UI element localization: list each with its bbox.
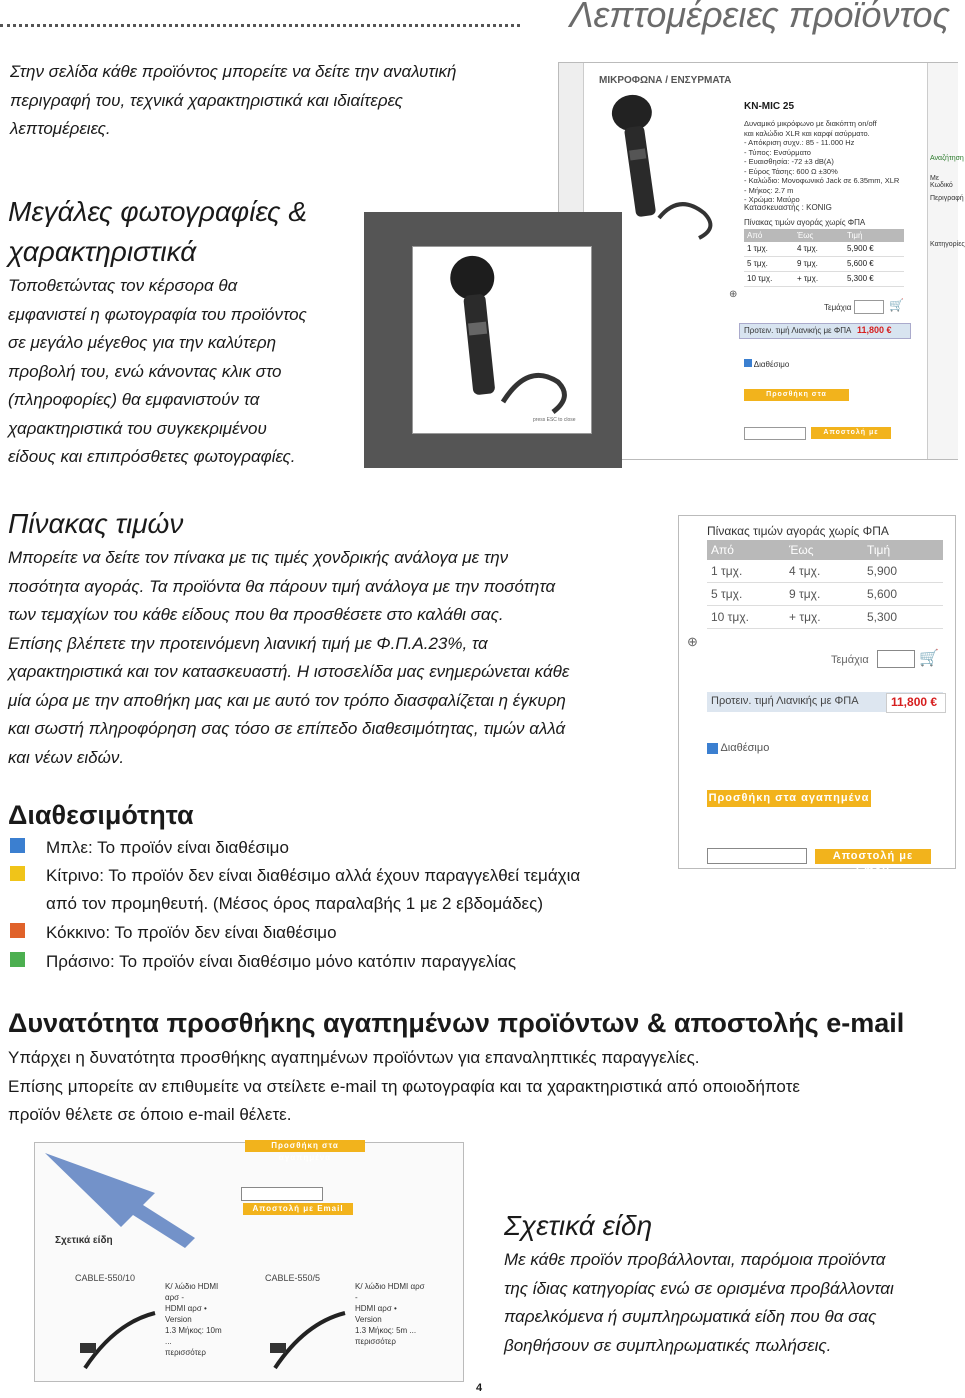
email-input[interactable] [707,848,807,864]
retail-value: 11,800 € [857,325,892,335]
prices-line: μία ώρα με την αποθήκη μας και με αυτό τον τρόπο διασφαλίζεται η έγκυρη [8,690,566,710]
favorites-text [8,1044,800,1130]
spec-line: - Καλώδιο: Μονοφωνικό Jack σε 6.35mm, XLR [744,176,900,185]
col-head: Από [711,543,734,557]
blue-cube-icon [10,838,25,853]
retail-value: 11,800 € [891,695,938,709]
zoom-popup [412,246,592,434]
category-title: ΜΙΚΡΟΦΩΝΑ / ΕΝΣΥΡΜΑΤΑ [599,75,732,86]
photos-title-line: Μεγάλες φωτογραφίες & [8,196,308,227]
microphone-large-image [433,252,583,422]
cart-icon[interactable]: 🛒 [919,650,939,667]
arrow-icon [35,1143,463,1381]
availability-yellow-cont: από τον προμηθευτή. (Μέσος όρος παραλαβής 1 με 2 εβδομάδες) [46,894,543,913]
prices-line: και σωστή πληροφόρηση σας τόσο σε επίπεδο διαθεσιμότητας, τιμών αλλά [8,719,566,738]
retail-bar: Προτειν. τιμή Λιανικής με ΦΠΑ [707,692,943,712]
manufacturer: Κατασκευαστής : KONIG [744,203,832,212]
table-title: Πίνακας τιμών αγοράς χωρίς ΦΠΑ [744,218,866,227]
price-table-screenshot [678,515,956,877]
intro-line: Στην σελίδα κάθε προϊόντος μπορείτε να δείτε την αναλυτική [10,62,457,81]
retail-bar: Προτειν. τιμή Λιανικής με ΦΠΑ [739,323,911,339]
send-email-button[interactable]: Αποστολή με Email [243,1203,353,1215]
favorites-line: προϊόν θέλετε σε όποιο e-mail θέλετε. [8,1105,292,1124]
related-screenshot [34,1142,464,1382]
spec-list [744,119,899,205]
zoom-icon[interactable]: ⊕ [729,289,738,300]
prices-text [8,544,569,772]
qty-label: Τεμάχια [831,654,869,666]
right-sidebar: Αναζήτηση Με Κωδικό Περιγραφή Κατηγορίες [927,63,958,459]
item-code: CABLE-550/5 [265,1273,321,1283]
related-text [504,1246,894,1360]
availability-yellow: Κίτρινο: Το προϊόν δεν είναι διαθέσιμο αλλά έχουν παραγγελθεί τεμάχια [10,862,670,890]
model-code: KN-MIC 25 [744,101,795,112]
photos-line: προβολή του, ενώ κάνοντας κλικ στο [8,361,282,381]
qty-input[interactable] [854,300,884,314]
related-item[interactable]: CABLE-550/5 Κ/ λώδιο HDMI αρσ - HDMI αρσ • Version 1.3 Μήκος: 5m ... περισσότερ [265,1273,425,1373]
header-rule [0,24,520,27]
availability-indicator: Διαθέσιμο [744,359,789,369]
related-section-title: Σχετικά είδη [55,1235,113,1246]
photos-line: εμφανιστεί η φωτογραφία του προϊόντος [8,304,307,324]
table-row: 5 τμχ. 9 τμχ. 5,600 € [744,257,904,272]
table-row: 10 τμχ. + τμχ. 5,300 [707,606,943,629]
photos-line: χαρακτηριστικά του συγκεκριμένου [8,418,267,438]
col-head: Έως [797,231,814,240]
spec-line: - Ευαισθησία: -72 ±3 dB(A) [744,157,834,166]
spec-line: - Μήκος: 2.7 m [744,185,794,195]
zoom-caption: press ESC to close [533,417,576,423]
availability-red: Κόκκινο: Το προϊόν δεν είναι διαθέσιμο [10,919,670,947]
photos-text [8,272,307,472]
table-row: 1 τμχ. 4 τμχ. 5,900 [707,560,943,583]
blue-cube-icon [744,359,752,367]
spec-line: - Απόκριση συχν.: 85 - 11.000 Hz [744,138,855,147]
related-line: της ίδιας κατηγορίας ενώ σε ορισμένα προβάλλονται [504,1278,894,1298]
blue-cube-icon [707,743,718,754]
spec-line: - Τύπος: Ενσύρματο [744,147,811,157]
col-head: Τιμή [847,231,863,240]
add-favorite-button[interactable]: Προσθήκη στα αγαπημένα [707,790,871,807]
related-line: παρελκόμενα ή συμπληρωματικά είδη που θα σας [504,1307,877,1326]
item-code: CABLE-550/10 [75,1273,136,1283]
add-favorite-button[interactable]: Προσθήκη στα αγαπημένα [744,389,849,401]
cart-icon[interactable]: 🛒 [889,298,904,312]
prices-heading: Πίνακας τιμών [8,508,184,539]
intro-line: λεπτομέρειες. [10,119,111,138]
prices-line: των τεμαχίων του κάθε είδους που θα προσθέσετε στο καλάθι σας. [8,605,504,624]
availability-indicator: Διαθέσιμο [707,742,769,754]
favorites-line: Επίσης μπορείτε αν επιθυμείτε να στείλετε e-mail τη φωτογραφία και τα χαρακτηριστικά από οποιοδήποτε [8,1076,800,1096]
prices-line: Μπορείτε να δείτε τον πίνακα με τις τιμές χονδρικής ανάλογα με την [8,548,509,567]
add-favorite-button[interactable]: Προσθήκη στα αγαπημένα [245,1140,365,1152]
qty-input[interactable] [877,650,915,668]
favorites-line: Υπάρχει η δυνατότητα προσθήκης αγαπημένων προϊόντων για επαναληπτικές παραγγελίες. [8,1048,700,1067]
spec-line: - Χρώμα: Μαύρο [744,195,800,204]
page-number: 4 [476,1382,483,1394]
col-head: Από [747,231,763,240]
red-cube-icon [10,923,25,938]
photos-line: (πληροφορίες) θα εμφανιστούν τα [8,390,260,409]
availability-heading: Διαθεσιμότητα [8,800,194,830]
spec-line: - Εύρος Τάσης: 600 Ω ±30% [744,166,838,176]
table-row: 1 τμχ. 4 τμχ. 5,900 € [744,242,904,257]
green-cube-icon [10,952,25,967]
yellow-cube-icon [10,866,25,881]
prices-line: Επίσης βλέπετε την προτεινόμενη λιανική τιμή με Φ.Π.Α.23%, τα [8,633,488,653]
zoom-icon[interactable]: ⊕ [687,634,698,649]
prices-line: και νέων ειδών. [8,747,125,767]
spec-line: και καλώδιο XLR και καρφί ασύρματο. [744,128,870,138]
related-heading: Σχετικά είδη [504,1210,653,1241]
email-input[interactable] [744,427,806,440]
photos-heading [8,192,307,272]
mini-price-table [744,229,904,287]
favorites-heading: Δυνατότητα προσθήκης αγαπημένων προϊόντων & αποστολής e-mail [8,1008,905,1038]
related-item[interactable]: CABLE-550/10 Κ/ λώδιο HDMI αρσ - HDMI αρσ • Version 1.3 Μήκος: 10m ... περισσότερ [75,1273,225,1373]
availability-blue: Μπλε: Το προϊόν είναι διαθέσιμο [10,834,670,862]
prices-line: χαρακτηριστικά και τον κατασκευαστή. Η ιστοσελίδα μας ενημερώνεται κάθε [8,662,570,681]
send-email-button[interactable]: Αποστολή με Email [811,427,891,439]
photos-title-line: χαρακτηριστικά [8,236,197,267]
price-table [707,540,943,629]
zoom-overlay [364,212,622,468]
related-line: Με κάθε προϊόν προβάλλονται, παρόμοια προϊόντα [504,1250,886,1269]
qty-label: Τεμάχια [824,303,852,312]
col-head: Έως [789,543,814,557]
related-line: βοηθήσουν σε συμπληρωματικές πωλήσεις. [504,1335,832,1355]
prices-line: ποσότητα αγοράς. Τα προϊόντα θα πάρουν τιμή ανάλογα με την ποσότητα [8,576,556,596]
intro-line: περιγραφή του, τεχνικά χαρακτηριστικά και ιδιαίτερες [10,90,403,110]
photos-line: είδους και επιπρόσθετες φωτογραφίες. [8,447,296,466]
page-title: Λεπτομέρειες προϊόντος [569,0,950,35]
send-email-button[interactable]: Αποστολή με Email [815,849,931,864]
availability-green: Πράσινο: Το προϊόν είναι διαθέσιμο μόνο κατόπιν παραγγελίας [10,948,670,976]
microphone-image [609,93,724,243]
spec-line: Δυναμικό μικρόφωνο με διακόπτη on/off [744,119,877,128]
table-row: 5 τμχ. 9 τμχ. 5,600 [707,583,943,606]
photos-line: Τοποθετώντας τον κέρσορα θα [8,276,238,295]
photos-line: σε μεγάλο μέγεθος για την καλύτερη [8,333,277,352]
col-head: Τιμή [867,543,891,557]
intro-text [10,58,456,144]
price-table-title: Πίνακας τιμών αγοράς χωρίς ΦΠΑ [707,524,889,538]
table-row: 10 τμχ. + τμχ. 5,300 € [744,272,904,287]
